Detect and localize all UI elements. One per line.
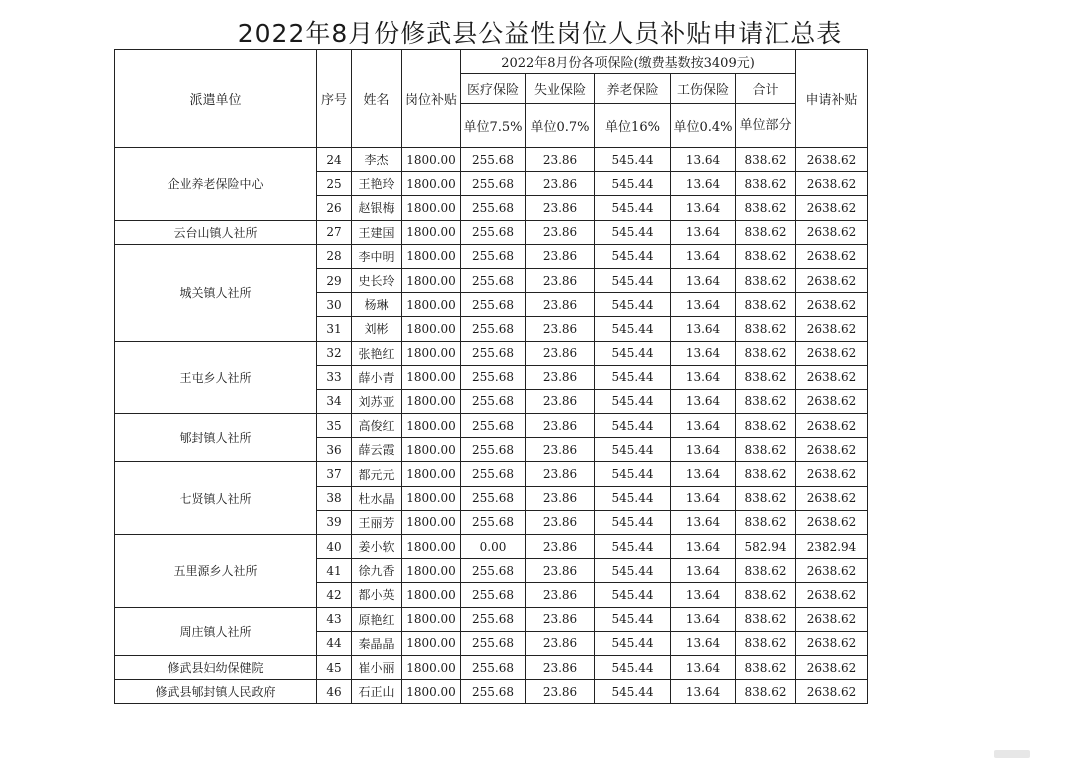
apply-cell: 2638.62 [796, 655, 868, 679]
table-row [115, 607, 868, 631]
pension-cell: 545.44 [595, 365, 671, 389]
header-unit: 派遣单位 [115, 50, 317, 148]
table-row [115, 220, 868, 244]
subsidy-cell: 1800.00 [402, 220, 461, 244]
name-cell: 姜小软 [352, 535, 402, 559]
total-cell: 838.62 [736, 268, 796, 292]
unemployment-cell: 23.86 [526, 196, 595, 220]
total-cell: 838.62 [736, 389, 796, 413]
injury-cell: 13.64 [671, 317, 736, 341]
subsidy-cell: 1800.00 [402, 631, 461, 655]
medical-cell: 255.68 [461, 317, 526, 341]
name-cell: 薛小青 [352, 365, 402, 389]
apply-cell: 2638.62 [796, 317, 868, 341]
medical-cell: 255.68 [461, 486, 526, 510]
seq-cell: 44 [317, 631, 352, 655]
apply-cell: 2638.62 [796, 268, 868, 292]
unemployment-cell: 23.86 [526, 220, 595, 244]
name-cell: 杜水晶 [352, 486, 402, 510]
injury-cell: 13.64 [671, 365, 736, 389]
medical-cell: 255.68 [461, 438, 526, 462]
pension-cell: 545.44 [595, 583, 671, 607]
subsidy-cell: 1800.00 [402, 510, 461, 534]
header-unemployment-rate: 单位0.7% [526, 104, 595, 148]
header-medical-rate: 单位7.5% [461, 104, 526, 148]
medical-cell: 255.68 [461, 655, 526, 679]
injury-cell: 13.64 [671, 172, 736, 196]
medical-cell: 255.68 [461, 607, 526, 631]
name-cell: 王丽芳 [352, 510, 402, 534]
seq-cell: 43 [317, 607, 352, 631]
pension-cell: 545.44 [595, 244, 671, 268]
injury-cell: 13.64 [671, 220, 736, 244]
pension-cell: 545.44 [595, 462, 671, 486]
subsidy-cell: 1800.00 [402, 655, 461, 679]
subsidy-cell: 1800.00 [402, 172, 461, 196]
name-cell: 刘彬 [352, 317, 402, 341]
injury-cell: 13.64 [671, 462, 736, 486]
unit-cell: 企业养老保险中心 [115, 148, 317, 221]
subsidy-cell: 1800.00 [402, 486, 461, 510]
apply-cell: 2638.62 [796, 680, 868, 704]
name-cell: 杨琳 [352, 293, 402, 317]
apply-cell: 2638.62 [796, 462, 868, 486]
injury-cell: 13.64 [671, 341, 736, 365]
name-cell: 李杰 [352, 148, 402, 172]
unemployment-cell: 23.86 [526, 607, 595, 631]
subsidy-cell: 1800.00 [402, 535, 461, 559]
subsidy-cell: 1800.00 [402, 365, 461, 389]
pension-cell: 545.44 [595, 631, 671, 655]
injury-cell: 13.64 [671, 389, 736, 413]
total-cell: 838.62 [736, 486, 796, 510]
header-pension-rate: 单位16% [595, 104, 671, 148]
injury-cell: 13.64 [671, 293, 736, 317]
injury-cell: 13.64 [671, 655, 736, 679]
seq-cell: 45 [317, 655, 352, 679]
pension-cell: 545.44 [595, 680, 671, 704]
unit-cell: 修武县郇封镇人民政府 [115, 680, 317, 704]
subsidy-cell: 1800.00 [402, 148, 461, 172]
header-total: 合计 [736, 74, 796, 104]
name-cell: 石正山 [352, 680, 402, 704]
medical-cell: 255.68 [461, 680, 526, 704]
header-injury-rate: 单位0.4% [671, 104, 736, 148]
subsidy-cell: 1800.00 [402, 293, 461, 317]
total-cell: 838.62 [736, 510, 796, 534]
unemployment-cell: 23.86 [526, 268, 595, 292]
unemployment-cell: 23.86 [526, 389, 595, 413]
subsidy-cell: 1800.00 [402, 607, 461, 631]
unemployment-cell: 23.86 [526, 341, 595, 365]
unemployment-cell: 23.86 [526, 365, 595, 389]
seq-cell: 30 [317, 293, 352, 317]
medical-cell: 255.68 [461, 220, 526, 244]
medical-cell: 255.68 [461, 196, 526, 220]
header-seq: 序号 [317, 50, 352, 148]
injury-cell: 13.64 [671, 268, 736, 292]
table-row [115, 655, 868, 679]
apply-cell: 2638.62 [796, 196, 868, 220]
subsidy-cell: 1800.00 [402, 414, 461, 438]
pension-cell: 545.44 [595, 389, 671, 413]
seq-cell: 26 [317, 196, 352, 220]
total-cell: 838.62 [736, 220, 796, 244]
medical-cell: 255.68 [461, 172, 526, 196]
name-cell: 原艳红 [352, 607, 402, 631]
total-cell: 838.62 [736, 607, 796, 631]
medical-cell: 255.68 [461, 414, 526, 438]
table-row [115, 244, 868, 268]
name-cell: 刘苏亚 [352, 389, 402, 413]
unit-cell: 修武县妇幼保健院 [115, 655, 317, 679]
total-cell: 838.62 [736, 196, 796, 220]
unit-cell: 云台山镇人社所 [115, 220, 317, 244]
total-cell: 838.62 [736, 559, 796, 583]
medical-cell: 255.68 [461, 583, 526, 607]
injury-cell: 13.64 [671, 486, 736, 510]
pension-cell: 545.44 [595, 341, 671, 365]
name-cell: 都小英 [352, 583, 402, 607]
apply-cell: 2638.62 [796, 172, 868, 196]
pension-cell: 545.44 [595, 607, 671, 631]
injury-cell: 13.64 [671, 196, 736, 220]
apply-cell: 2382.94 [796, 535, 868, 559]
subsidy-cell: 1800.00 [402, 317, 461, 341]
medical-cell: 0.00 [461, 535, 526, 559]
unemployment-cell: 23.86 [526, 510, 595, 534]
table-row [115, 680, 868, 704]
name-cell: 李中明 [352, 244, 402, 268]
header-unemployment: 失业保险 [526, 74, 595, 104]
header-name: 姓名 [352, 50, 402, 148]
medical-cell: 255.68 [461, 293, 526, 317]
seq-cell: 42 [317, 583, 352, 607]
table-row [115, 462, 868, 486]
subsidy-cell: 1800.00 [402, 462, 461, 486]
seq-cell: 25 [317, 172, 352, 196]
seq-cell: 27 [317, 220, 352, 244]
document-title: 2022年8月份修武县公益性岗位人员补贴申请汇总表 [237, 19, 843, 48]
watermark-mark [994, 750, 1030, 758]
name-cell: 史长玲 [352, 268, 402, 292]
name-cell: 张艳红 [352, 341, 402, 365]
apply-cell: 2638.62 [796, 293, 868, 317]
unemployment-cell: 23.86 [526, 631, 595, 655]
pension-cell: 545.44 [595, 268, 671, 292]
apply-cell: 2638.62 [796, 414, 868, 438]
total-cell: 838.62 [736, 414, 796, 438]
unit-cell: 五里源乡人社所 [115, 535, 317, 608]
header-subsidy: 岗位补贴 [402, 50, 461, 148]
total-cell: 838.62 [736, 462, 796, 486]
injury-cell: 13.64 [671, 148, 736, 172]
header-injury: 工伤保险 [671, 74, 736, 104]
injury-cell: 13.64 [671, 631, 736, 655]
header-total-part: 单位部分 [736, 104, 796, 148]
unemployment-cell: 23.86 [526, 317, 595, 341]
name-cell: 王建国 [352, 220, 402, 244]
seq-cell: 34 [317, 389, 352, 413]
injury-cell: 13.64 [671, 510, 736, 534]
unit-cell: 周庄镇人社所 [115, 607, 317, 655]
table-row [115, 414, 868, 438]
subsidy-cell: 1800.00 [402, 341, 461, 365]
seq-cell: 36 [317, 438, 352, 462]
apply-cell: 2638.62 [796, 220, 868, 244]
total-cell: 838.62 [736, 365, 796, 389]
seq-cell: 39 [317, 510, 352, 534]
subsidy-cell: 1800.00 [402, 680, 461, 704]
medical-cell: 255.68 [461, 462, 526, 486]
apply-cell: 2638.62 [796, 148, 868, 172]
header-pension: 养老保险 [595, 74, 671, 104]
injury-cell: 13.64 [671, 559, 736, 583]
pension-cell: 545.44 [595, 293, 671, 317]
subsidy-cell: 1800.00 [402, 559, 461, 583]
pension-cell: 545.44 [595, 196, 671, 220]
name-cell: 高俊红 [352, 414, 402, 438]
injury-cell: 13.64 [671, 414, 736, 438]
apply-cell: 2638.62 [796, 389, 868, 413]
table-row [115, 148, 868, 172]
unemployment-cell: 23.86 [526, 438, 595, 462]
subsidy-cell: 1800.00 [402, 438, 461, 462]
name-cell: 徐九香 [352, 559, 402, 583]
unemployment-cell: 23.86 [526, 462, 595, 486]
name-cell: 都元元 [352, 462, 402, 486]
seq-cell: 37 [317, 462, 352, 486]
unemployment-cell: 23.86 [526, 244, 595, 268]
apply-cell: 2638.62 [796, 559, 868, 583]
apply-cell: 2638.62 [796, 583, 868, 607]
seq-cell: 46 [317, 680, 352, 704]
medical-cell: 255.68 [461, 341, 526, 365]
total-cell: 838.62 [736, 172, 796, 196]
subsidy-cell: 1800.00 [402, 583, 461, 607]
total-cell: 582.94 [736, 535, 796, 559]
apply-cell: 2638.62 [796, 510, 868, 534]
unit-cell: 郇封镇人社所 [115, 414, 317, 462]
unemployment-cell: 23.86 [526, 559, 595, 583]
unemployment-cell: 23.86 [526, 583, 595, 607]
name-cell: 王艳玲 [352, 172, 402, 196]
table-row [115, 341, 868, 365]
seq-cell: 41 [317, 559, 352, 583]
subsidy-cell: 1800.00 [402, 268, 461, 292]
total-cell: 838.62 [736, 631, 796, 655]
total-cell: 838.62 [736, 583, 796, 607]
pension-cell: 545.44 [595, 148, 671, 172]
apply-cell: 2638.62 [796, 486, 868, 510]
total-cell: 838.62 [736, 244, 796, 268]
total-cell: 838.62 [736, 148, 796, 172]
medical-cell: 255.68 [461, 268, 526, 292]
table-row [115, 535, 868, 559]
pension-cell: 545.44 [595, 317, 671, 341]
apply-cell: 2638.62 [796, 365, 868, 389]
total-cell: 838.62 [736, 438, 796, 462]
seq-cell: 24 [317, 148, 352, 172]
medical-cell: 255.68 [461, 389, 526, 413]
subsidy-summary-table [114, 49, 868, 704]
unemployment-cell: 23.86 [526, 148, 595, 172]
seq-cell: 32 [317, 341, 352, 365]
injury-cell: 13.64 [671, 583, 736, 607]
medical-cell: 255.68 [461, 559, 526, 583]
name-cell: 秦晶晶 [352, 631, 402, 655]
table-body [115, 50, 868, 704]
apply-cell: 2638.62 [796, 631, 868, 655]
injury-cell: 13.64 [671, 607, 736, 631]
header-insurance-group: 2022年8月份各项保险(缴费基数按3409元) [461, 50, 796, 74]
medical-cell: 255.68 [461, 365, 526, 389]
injury-cell: 13.64 [671, 680, 736, 704]
total-cell: 838.62 [736, 293, 796, 317]
pension-cell: 545.44 [595, 655, 671, 679]
medical-cell: 255.68 [461, 244, 526, 268]
unemployment-cell: 23.86 [526, 680, 595, 704]
subsidy-cell: 1800.00 [402, 389, 461, 413]
seq-cell: 33 [317, 365, 352, 389]
pension-cell: 545.44 [595, 559, 671, 583]
pension-cell: 545.44 [595, 486, 671, 510]
total-cell: 838.62 [736, 341, 796, 365]
subsidy-cell: 1800.00 [402, 244, 461, 268]
total-cell: 838.62 [736, 317, 796, 341]
apply-cell: 2638.62 [796, 244, 868, 268]
unit-cell: 王屯乡人社所 [115, 341, 317, 414]
header-medical: 医疗保险 [461, 74, 526, 104]
seq-cell: 31 [317, 317, 352, 341]
header-apply: 申请补贴 [796, 50, 868, 148]
unemployment-cell: 23.86 [526, 486, 595, 510]
apply-cell: 2638.62 [796, 341, 868, 365]
unemployment-cell: 23.86 [526, 414, 595, 438]
seq-cell: 35 [317, 414, 352, 438]
pension-cell: 545.44 [595, 535, 671, 559]
unemployment-cell: 23.86 [526, 655, 595, 679]
unit-cell: 城关镇人社所 [115, 244, 317, 341]
injury-cell: 13.64 [671, 535, 736, 559]
injury-cell: 13.64 [671, 244, 736, 268]
pension-cell: 545.44 [595, 438, 671, 462]
name-cell: 薛云霞 [352, 438, 402, 462]
medical-cell: 255.68 [461, 631, 526, 655]
seq-cell: 40 [317, 535, 352, 559]
unemployment-cell: 23.86 [526, 535, 595, 559]
unemployment-cell: 23.86 [526, 293, 595, 317]
subsidy-cell: 1800.00 [402, 196, 461, 220]
pension-cell: 545.44 [595, 414, 671, 438]
total-cell: 838.62 [736, 680, 796, 704]
apply-cell: 2638.62 [796, 607, 868, 631]
medical-cell: 255.68 [461, 148, 526, 172]
total-cell: 838.62 [736, 655, 796, 679]
pension-cell: 545.44 [595, 510, 671, 534]
unemployment-cell: 23.86 [526, 172, 595, 196]
pension-cell: 545.44 [595, 220, 671, 244]
name-cell: 崔小丽 [352, 655, 402, 679]
unit-cell: 七贤镇人社所 [115, 462, 317, 535]
apply-cell: 2638.62 [796, 438, 868, 462]
seq-cell: 38 [317, 486, 352, 510]
seq-cell: 28 [317, 244, 352, 268]
pension-cell: 545.44 [595, 172, 671, 196]
name-cell: 赵银梅 [352, 196, 402, 220]
medical-cell: 255.68 [461, 510, 526, 534]
injury-cell: 13.64 [671, 438, 736, 462]
seq-cell: 29 [317, 268, 352, 292]
